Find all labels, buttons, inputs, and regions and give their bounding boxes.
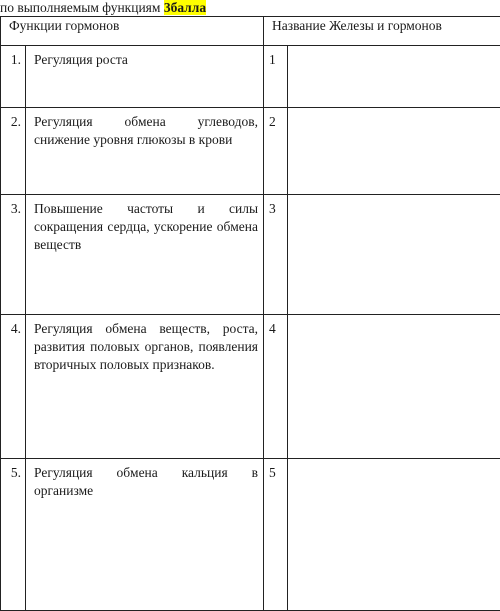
- row-number: 1.: [1, 46, 26, 108]
- answer-cell[interactable]: [288, 459, 500, 611]
- table-row: [1, 46, 500, 108]
- table-row: [1, 459, 500, 611]
- answer-cell[interactable]: [288, 315, 500, 459]
- answer-cell[interactable]: [288, 195, 500, 315]
- row-code: 5: [264, 459, 288, 611]
- row-number: 2.: [1, 108, 26, 195]
- row-number: 3.: [1, 195, 26, 315]
- row-code: 2: [264, 108, 288, 195]
- row-number: 5.: [1, 459, 26, 611]
- row-code: 3: [264, 195, 288, 315]
- table-row: [1, 195, 500, 315]
- row-function: Повышение частоты и силы сокращения сердца, ускорение обмена веществ: [26, 195, 264, 315]
- heading-points-highlight: 3балла: [164, 0, 206, 15]
- row-function: Регуляция обмена веществ, роста, развития половых органов, появления вторичных половых признаков.: [26, 315, 264, 459]
- hormones-table: [0, 16, 500, 611]
- table-header-row: [1, 17, 500, 46]
- answer-cell[interactable]: [288, 108, 500, 195]
- column-header-functions: Функции гормонов: [1, 17, 264, 46]
- row-function: Регуляция обмена кальция в организме: [26, 459, 264, 611]
- answer-cell[interactable]: [288, 46, 500, 108]
- table-row: [1, 108, 500, 195]
- row-code: 4: [264, 315, 288, 459]
- column-header-name: Название Железы и гормонов: [264, 17, 500, 46]
- row-code: 1: [264, 46, 288, 108]
- table-row: [1, 315, 500, 459]
- row-number: 4.: [1, 315, 26, 459]
- row-function: Регуляция обмена углеводов, снижение уровня глюкозы в крови: [26, 108, 264, 195]
- row-function: Регуляция роста: [26, 46, 264, 108]
- heading-text: по выполняемым функциям: [0, 0, 164, 15]
